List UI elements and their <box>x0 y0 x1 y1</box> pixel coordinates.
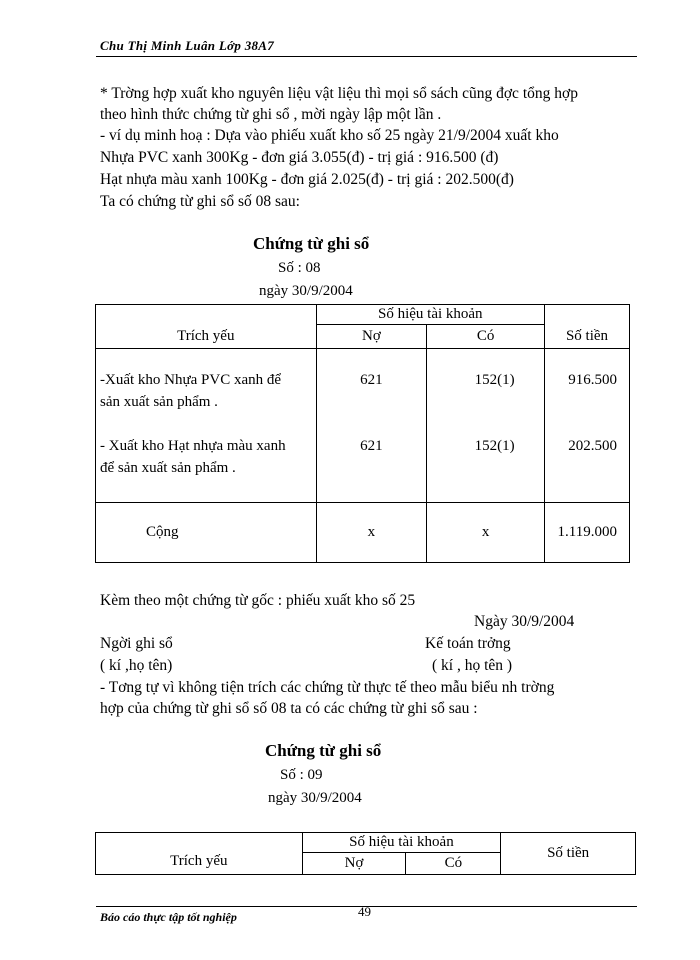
voucher08-table <box>95 304 630 563</box>
total-credit: x <box>427 503 545 563</box>
v09-header-account-group: Số hiệu tài khoản <box>302 833 501 853</box>
total-debit: x <box>316 503 427 563</box>
header-amount: Số tiền <box>545 305 630 349</box>
intro-line-5: Hạt nhựa màu xanh 100Kg - đơn giá 2.025(đ) - trị giá : 202.500(đ) <box>100 171 514 188</box>
v09-header-credit: Có <box>406 853 501 875</box>
row2-credit: 152(1) <box>474 438 515 454</box>
total-label: Cộng <box>96 503 317 563</box>
voucher09-number: Số : 09 <box>280 767 323 783</box>
row1-summary-line1: -Xuất kho Nhựa PVC xanh để <box>100 372 282 388</box>
row1-amount: 916.500 <box>568 372 617 388</box>
intro-line-6: Ta có chứng từ ghi sổ số 08 sau: <box>100 193 300 210</box>
row1-summary-line2: sản xuất sản phẩm . <box>100 394 218 410</box>
row1-debit: 621 <box>360 372 383 388</box>
signer-right: Kế toán trởng <box>425 635 511 652</box>
header-debit: Nợ <box>316 325 427 349</box>
row2-summary-line1: - Xuất kho Hạt nhựa màu xanh <box>100 438 286 454</box>
header-account-group: Số hiệu tài khoản <box>316 305 545 325</box>
voucher09-title: Chứng từ ghi sổ <box>265 741 382 760</box>
attach-note: Kèm theo một chứng từ gốc : phiếu xuất kho số 25 <box>100 592 416 609</box>
voucher08-number: Số : 08 <box>278 260 321 276</box>
intro-line-4: Nhựa PVC xanh 300Kg - đơn giá 3.055(đ) - trị giá : 916.500 (đ) <box>100 149 499 166</box>
page-footer: Báo cáo thực tập tốt nghiệp <box>100 910 237 924</box>
voucher09-date: ngày 30/9/2004 <box>268 790 362 806</box>
continue-line-1: - Tơng tự vì không tiện trích các chứng từ thực tế theo mẫu biểu nh trờng <box>100 679 555 696</box>
voucher09-table <box>95 832 636 875</box>
intro-line-2: theo hình thức chứng từ ghi sổ , mời ngày lập một lần . <box>100 106 442 123</box>
signer-right-note: ( kí , họ tên ) <box>432 657 513 674</box>
row2-debit: 621 <box>360 438 383 454</box>
total-amount: 1.119.000 <box>545 503 630 563</box>
v09-header-debit: Nợ <box>302 853 406 875</box>
voucher08-date: ngày 30/9/2004 <box>259 283 353 299</box>
header-credit: Có <box>427 325 545 349</box>
table-row <box>96 349 630 503</box>
row1-credit: 152(1) <box>474 372 515 388</box>
intro-line-3: - ví dụ minh hoạ : Dựa vào phiếu xuất kho số 25 ngày 21/9/2004 xuất kho <box>100 127 559 144</box>
v09-header-amount: Số tiền <box>501 833 636 875</box>
header-rule <box>96 56 637 57</box>
page-header: Chu Thị Minh Luân Lớp 38A7 <box>100 38 275 53</box>
table-total-row <box>96 503 630 563</box>
row2-amount: 202.500 <box>568 438 617 454</box>
row2-summary-line2: để sản xuất sản phẩm . <box>100 460 236 476</box>
voucher08-title: Chứng từ ghi sổ <box>253 234 370 253</box>
continue-line-2: hợp của chứng từ ghi sổ số 08 ta có các chứng từ ghi sổ sau : <box>100 700 478 717</box>
intro-line-1: * Trờng hợp xuất kho nguyên liệu vật liệu thì mọi sổ sách cũng đợc tổng hợp <box>100 85 578 102</box>
signer-left-note: ( kí ,họ tên) <box>100 657 173 674</box>
signer-left: Ngời ghi sổ <box>100 635 173 652</box>
v09-header-summary: Trích yếu <box>96 833 303 875</box>
attach-date: Ngày 30/9/2004 <box>474 613 575 630</box>
page-number: 49 <box>358 904 371 919</box>
header-summary: Trích yếu <box>96 305 317 349</box>
